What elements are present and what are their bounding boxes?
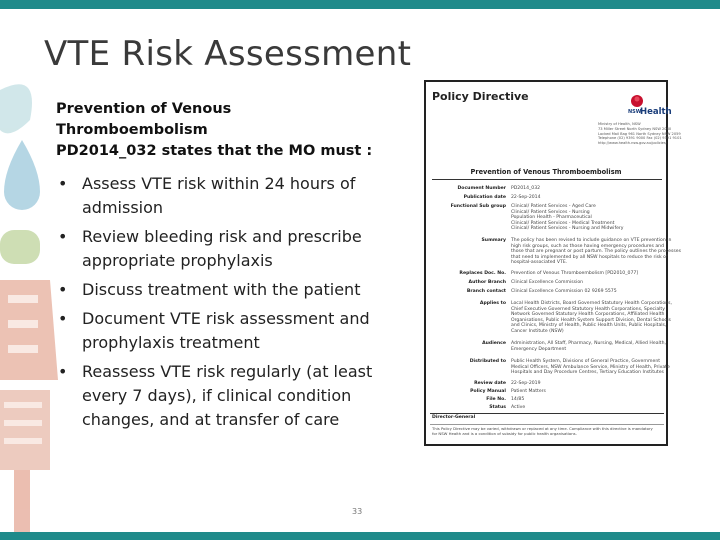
field-label: Status [489, 405, 506, 410]
field-label: File No. [486, 397, 506, 402]
field-value-line: high risk groups, such as those having emergency procedures and [511, 243, 664, 249]
field-row-summary [430, 238, 682, 266]
field-label: Summary [481, 238, 506, 243]
intro-line: PD2014_032 states that the MO must : [56, 143, 373, 159]
list-item [56, 172, 386, 220]
policy-directive-thumbnail [424, 80, 682, 446]
field-value-line: 22-Sep-2014 [511, 195, 541, 200]
bullet-glyph: • [58, 309, 68, 328]
list-item-line: Review bleeding risk and prescribe [82, 227, 362, 246]
field-value-line: Population Health - Pharmaceutical [511, 215, 592, 221]
field-row-status [430, 405, 664, 413]
field-value-line: Clinical Excellence Commission [511, 280, 584, 285]
field-value [511, 405, 661, 411]
field-label: Document Number [457, 186, 506, 191]
field-value-line: hospital-associated VTE. [511, 260, 568, 266]
health-logo-text: Health [640, 107, 672, 117]
list-item-line: Discuss treatment with the patient [82, 280, 361, 299]
field-value-line: Network Governed Statutory Health Corporations, Affiliated Health [511, 312, 665, 318]
field-value-line: Local Health Districts, Board Governed Statutory Health Corporations, [511, 301, 672, 306]
field-value-line: Cancer Institute (NSW) [511, 328, 564, 334]
field-value [511, 381, 661, 387]
ministry-address [598, 122, 682, 146]
list-item-line: changes, and at transfer of care [82, 410, 340, 429]
doc-footer-label: Director-General [432, 415, 476, 420]
field-value-line: Public Health System, Divisions of General Practice, Government [511, 359, 661, 364]
bottom-accent-bar [0, 532, 720, 540]
field-row-policy-manual [430, 389, 664, 397]
bullet-glyph: • [58, 227, 68, 246]
top-accent-bar [0, 0, 720, 9]
page-number: 33 [352, 507, 363, 516]
field-row-document-number [430, 186, 664, 194]
list-item-line: Assess VTE risk within 24 hours of [82, 174, 356, 193]
address-line: Ministry of Health, NSW [598, 122, 641, 126]
doc-main-title: Prevention of Venous Thromboembolism [470, 168, 622, 176]
field-value-line: that need to implemented by all NSW hospitals to reduce the risk of [511, 254, 668, 260]
field-value-line: Clinical/ Patient Services - Medical Treatment [511, 220, 615, 226]
field-value-line: Prevention of Venous Thromboembolism [PD2010_077] [511, 271, 639, 276]
field-value [511, 389, 661, 395]
bullet-glyph: • [58, 362, 68, 381]
field-value-line: Patient Matters [511, 389, 546, 394]
field-value [511, 271, 661, 277]
list-item [56, 278, 386, 302]
address-line: http://www.health.nsw.gov.au/policies/ [598, 141, 667, 146]
field-label: Distributed to [469, 359, 506, 364]
field-value-line: Clinical Excellence Commission 02 9269 5575 [511, 289, 617, 294]
list-item-line: Document VTE risk assessment and [82, 309, 370, 328]
waratah-logo-icon [630, 94, 644, 108]
requirements-list [56, 172, 386, 437]
field-row-review-date [430, 381, 664, 389]
bullet-glyph: • [58, 280, 68, 299]
address-line: 73 Miller Street North Sydney NSW 2060 [598, 126, 672, 131]
doc-heading: Policy Directive [432, 90, 529, 103]
field-value [511, 238, 682, 266]
field-value-line: those that are pregnant or post partum. The policy outlines the processes [511, 249, 682, 255]
list-item-line: prophylaxis treatment [82, 333, 260, 352]
field-label: Policy Manual [470, 389, 506, 394]
field-value-line: The policy has been revised to include guidance on VTE prevention in [511, 238, 672, 243]
field-value [511, 341, 666, 352]
field-value [511, 280, 661, 286]
field-value-line: Clinical/ Patient Services - Nursing and Midwifery [511, 226, 624, 232]
list-item-line: every 7 days), if clinical condition [82, 386, 352, 405]
list-item-line: appropriate prophylaxis [82, 251, 273, 270]
address-line: Locked Mail Bag 961 North Sydney NSW 2059 [598, 131, 681, 136]
field-row-file-no [430, 397, 664, 405]
field-value [511, 397, 661, 403]
field-value-line: 14/85 [511, 397, 525, 402]
field-label: Branch contact [466, 289, 506, 294]
footer-note-line: This Policy Directive may be varied, withdrawn or replaced at any time. Compliance with this directive is mandatory [432, 426, 653, 431]
field-value-line: PD2014_032 [511, 186, 541, 191]
list-item-line: Reassess VTE risk regularly (at least [82, 362, 373, 381]
field-value [511, 204, 661, 232]
field-row-publication-date [430, 195, 664, 203]
field-value-line: 22-Sep-2019 [511, 381, 541, 386]
field-value-line: Organisations, Public Health System Support Division, Dental Schools [511, 317, 671, 323]
field-value [511, 359, 670, 376]
field-row-distributed-to [430, 359, 670, 376]
field-value-line: Administration, All Staff, Pharmacy, Nursing, Medical, Allied Health, [511, 341, 666, 346]
field-value-line: and Clinics, Ministry of Health, Public Health Units, Public Hospitals, [511, 323, 667, 329]
intro-text [56, 99, 386, 162]
field-value-line: Emergency Department [511, 346, 567, 352]
nsw-logo-text: NSW [628, 109, 642, 115]
field-label: Applies to [479, 301, 506, 306]
field-value-line: Clinical/ Patient Services - Aged Care [511, 204, 596, 209]
slide-title: VTE Risk Assessment [44, 34, 412, 74]
list-item [56, 360, 386, 432]
field-row-functional-sub-group [430, 204, 664, 232]
field-value-line: Hospitals and Day Procedure Centres, Tertiary Education Institutes [511, 370, 664, 376]
field-label: Functional Sub group [450, 204, 506, 209]
divider [430, 424, 664, 425]
field-row-audience [430, 341, 666, 352]
field-value-line: Chief Executive Governed Statutory Health Corporations, Specialty [511, 306, 665, 312]
field-label: Replaces Doc. No. [459, 271, 506, 276]
field-label: Publication date [463, 195, 506, 200]
list-item-line: admission [82, 198, 164, 217]
field-value [511, 195, 661, 201]
field-label: Review date [474, 381, 506, 386]
field-row-author-branch [430, 280, 664, 288]
field-row-replaces [430, 271, 664, 279]
list-item [56, 307, 386, 355]
field-value [511, 289, 661, 295]
field-value [511, 186, 661, 192]
address-line: Telephone (02) 9391 9000 Fax (02) 9391 9101 [598, 136, 682, 141]
medical-watermark-icon [0, 80, 60, 540]
field-value [511, 301, 672, 335]
field-label: Audience [482, 341, 506, 346]
intro-line: Prevention of Venous Thromboembolism [56, 101, 232, 138]
field-value-line: Active [511, 405, 526, 410]
field-label: Author Branch [468, 280, 506, 285]
divider [430, 413, 664, 414]
divider [432, 179, 662, 180]
doc-footer-note [432, 426, 664, 436]
footer-note-line: for NSW Health and is a condition of subsidy for public health organisations. [432, 431, 577, 436]
field-row-branch-contact [430, 289, 664, 297]
list-item [56, 225, 386, 273]
field-value-line: Medical Officers, NSW Ambulance Service, Ministry of Health, Private [511, 364, 670, 370]
bullet-glyph: • [58, 174, 68, 193]
field-row-applies-to [430, 301, 672, 334]
field-value-line: Clinical/ Patient Services - Nursing [511, 209, 590, 215]
